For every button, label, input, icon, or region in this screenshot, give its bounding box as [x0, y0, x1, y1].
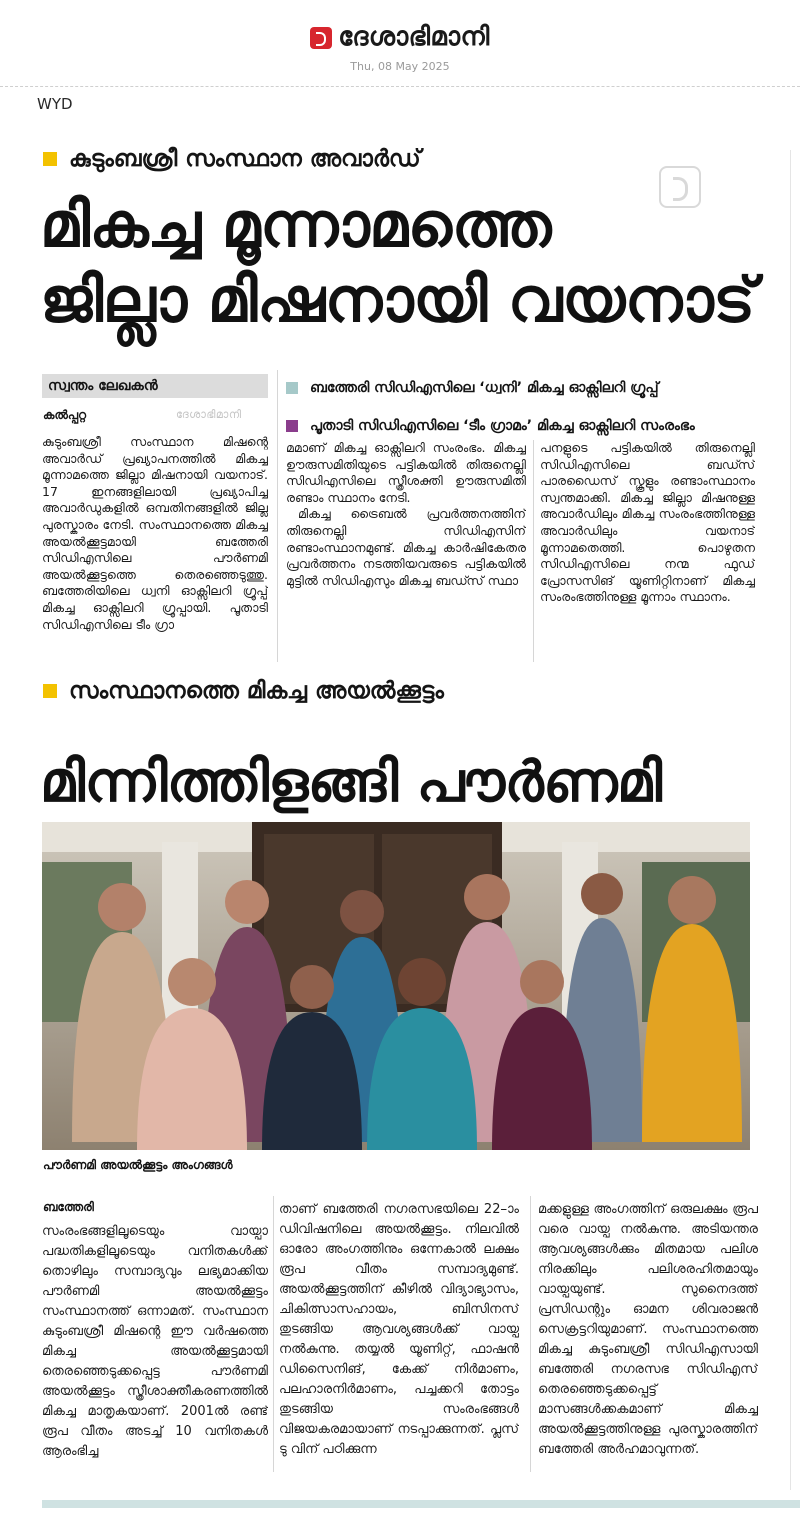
story1-column-2 — [286, 440, 526, 662]
edition-date: Thu, 08 May 2025 — [350, 60, 450, 73]
column-divider — [533, 440, 534, 662]
story1-dateline: കൽപ്പറ്റ — [43, 408, 87, 422]
bottom-rule — [42, 1500, 800, 1508]
subhead-2 — [286, 418, 695, 434]
deshabhimani-watermark-icon — [659, 166, 701, 208]
story2-headline: മിന്നിത്തിളങ്ങി പൗർണമി — [40, 750, 662, 815]
story1-headline-line2: ജില്ലാ മിഷനായി വയനാട് — [40, 263, 755, 336]
story1-headline-line1: മികച്ച മൂന്നാമത്തെ — [40, 188, 551, 261]
group-photo — [42, 822, 750, 1150]
byline: സ്വന്തം ലേഖകൻ — [42, 374, 268, 398]
story2-dateline: ബത്തേരി — [43, 1200, 94, 1214]
story2-column-2 — [279, 1200, 519, 1472]
column-divider — [277, 370, 278, 662]
story2-column-1 — [42, 1222, 268, 1472]
group-photo-illustration — [42, 822, 750, 1150]
column-divider — [273, 1196, 274, 1472]
story2-col1-text: സംരംഭങ്ങളിലൂടെയും വായ്പാ പദ്ധതികളിലൂടെയും വനിതകൾക്ക് തൊഴിലും സമ്പാദ്യവും ലഭ്യമാക്കിയ പൗർണമി അയൽക്കൂട്ടം സംസ്ഥാനത്ത് ഒന്നാമത്. സംസ്ഥാന കുടുംബശ്രീ മിഷന്റെ ഈ വർഷത്തെ മികച്ച അയൽക്കൂട്ടമായി തെരഞ്ഞെടുക്കപ്പെട്ട പൗർണമി അയൽക്കൂട്ടം സ്ത്രീശാക്തീകരണത്തിൽ മികച്ച മാതൃകയാണ്. 2001ൽ രണ്ട് രൂപ വീതം അടച്ച് 10 വനിതകൾ ആരംഭിച്ച — [42, 1224, 268, 1459]
brand-name: ദേശാഭിമാനി — [338, 22, 490, 52]
story1-column-1 — [42, 434, 268, 662]
photo-caption: പൗർണമി അയൽക്കൂട്ടം അംഗങ്ങൾ — [43, 1158, 233, 1172]
story1-kicker-text: കുടുംബശ്രീ സംസ്ഥാന അവാർഡ് — [69, 146, 421, 172]
story2-kicker — [43, 678, 444, 704]
story2-column-3 — [538, 1200, 758, 1472]
column-divider — [530, 1196, 531, 1472]
kicker-square-icon — [43, 152, 57, 166]
subhead-1-text: ബത്തേരി സിഡിഎസിലെ ‘ധ്വനി’ മികച്ച ഓക്സിലറി ഗ്രൂപ്പ് — [310, 380, 659, 396]
edition-code: WYD — [37, 95, 73, 113]
subhead-bullet-icon — [286, 382, 298, 394]
story1-col1-text: കുടുംബശ്രീ സംസ്ഥാന മിഷന്റെ അവാർഡ് പ്രഖ്യാപനത്തിൽ മികച്ച മൂന്നാമത്തെ ജില്ലാ മിഷനായി വയനാട്. 17 ഇനങ്ങളിലായി പ്രഖ്യാപിച്ച അവാർഡുകളിൽ ഒമ്പതിനങ്ങളിൽ ജില്ല പുരസ്കാരം നേടി. സംസ്ഥാനത്തെ മികച്ച അയൽക്കൂട്ടമായി ബത്തേരി സിഡിഎസിലെ പൗർണമി അയൽക്കൂട്ടത്തെ തെരഞ്ഞെടുത്തു. ബത്തേരിയിലെ ധ്വനി ഓക്സിലറി ഗ്രൂപ്പ് മികച്ച ഓക്സിലറി ഗ്രൂപ്പായി. പൂതാടി സിഡിഎസിലെ ടീം ഗ്രാ — [42, 434, 268, 632]
story1-col3-text: പനളുടെ പട്ടികയിൽ തിരുനെല്ലി സിഡിഎസിലെ ബഡ്സ് പാരഡൈസ് സ്കൂളും രണ്ടാംസ്ഥാനം സ്വന്തമാക്കി. മികച്ച ജില്ലാ മിഷനുള്ള അവാർഡിലും മികച്ച സംരംഭത്തിനുള്ള അവാർഡിലും വയനാട് മൂന്നാമതെത്തി. പൊഴുതന സിഡിഎസിലെ നന്മ ഫുഡ് പ്രോസസിങ് യൂണിറ്റിനാണ് മികച്ച സംരംഭത്തിനുള്ള മൂന്നാം സ്ഥാനം. — [540, 440, 755, 605]
subhead-1 — [286, 380, 659, 396]
subhead-bullet-icon — [286, 420, 298, 432]
page-edge — [790, 150, 800, 1490]
story2-col3-text: മക്കളുള്ള അംഗത്തിന് ഒരുലക്ഷം രൂപ വരെ വായ്പ നൽകുന്നു. അടിയന്തര ആവശ്യങ്ങൾക്കും മിതമായ പലിശ നിരക്കിലും പലിശരഹിതമായും വായ്പയുണ്ട്. സുനൈദത്ത് പ്രസിഡന്റും ഓമന ശിവരാജൻ സെക്രട്ടറിയുമാണ്. സംസ്ഥാനത്തെ മികച്ച കുടുംബശ്രീ സിഡിഎസായി ബത്തേരി നഗരസഭ സിഡിഎസ് തെരഞ്ഞെടുക്കപ്പെട്ട് മാസങ്ങൾക്കകമാണ് മികച്ച അയൽക്കൂട്ടത്തിനുള്ള പുരസ്കാരത്തിന് ബത്തേരി അർഹമാവുന്നത്. — [538, 1202, 758, 1457]
masthead — [0, 0, 800, 84]
story1-col2-para1: മമാണ് മികച്ച ഓക്സിലറി സംരംഭം. മികച്ച ഊരുസമിതിയുടെ പട്ടികയിൽ തിരുനെല്ലി സിഡിഎസിലെ സ്ത്രീശക്തി ഊരുസമിതി രണ്ടാം സ്ഥാനം നേടി. — [286, 440, 526, 505]
watermark-text: ദേശാഭിമാനി — [176, 408, 242, 421]
story2-kicker-text: സംസ്ഥാനത്തെ മികച്ച അയൽക്കൂട്ടം — [69, 678, 444, 704]
deshabhimani-logo-icon — [310, 27, 332, 49]
story1-kicker — [43, 146, 421, 172]
story2-col2-text: താണ് ബത്തേരി നഗരസഭയിലെ 22–ാം ഡിവിഷനിലെ അയൽക്കൂട്ടം. നിലവിൽ ഓരോ അംഗത്തിനും ഒന്നേകാൽ ലക്ഷം രൂപ വീതം സമ്പാദ്യമുണ്ട്. അയൽക്കൂട്ടത്തിന് കീഴിൽ വിദ്യാഭ്യാസം, ചികിത്സാസഹായം, ബിസിനസ് തുടങ്ങിയ ആവശ്യങ്ങൾക്ക് വായ്പ നൽകുന്നു. തയ്യൽ യൂണിറ്റ്, ഫാഷൻ ഡിസൈനിങ്, കേക്ക് നിർമാണം, പലഹാരനിർമാണം, പച്ചക്കറി തോട്ടം തുടങ്ങിയ സംരംഭങ്ങൾ വിജയകരമായാണ് നടപ്പാക്കുന്നത്. പ്ലസ് ടു വിന് പഠിക്കുന്ന — [279, 1202, 519, 1457]
story1-col2-para2: മികച്ച ട്രൈബൽ പ്രവർത്തനത്തിന് തിരുനെല്ലി സിഡിഎസിന് രണ്ടാംസ്ഥാനമുണ്ട്. മികച്ച കാർഷികേതര പ്രവർത്തനം നടത്തിയവരുടെ പട്ടികയിൽ മുട്ടിൽ സിഡിഎസും മികച്ച ബഡ്സ് സ്ഥാ — [286, 506, 526, 588]
subhead-2-text: പൂതാടി സിഡിഎസിലെ ‘ടീം ഗ്രാമം’ മികച്ച ഓക്സിലറി സംരംഭം — [310, 418, 695, 434]
story1-column-3 — [540, 440, 755, 662]
brand[interactable] — [0, 22, 800, 53]
kicker-square-icon — [43, 684, 57, 698]
masthead-divider — [0, 86, 800, 87]
